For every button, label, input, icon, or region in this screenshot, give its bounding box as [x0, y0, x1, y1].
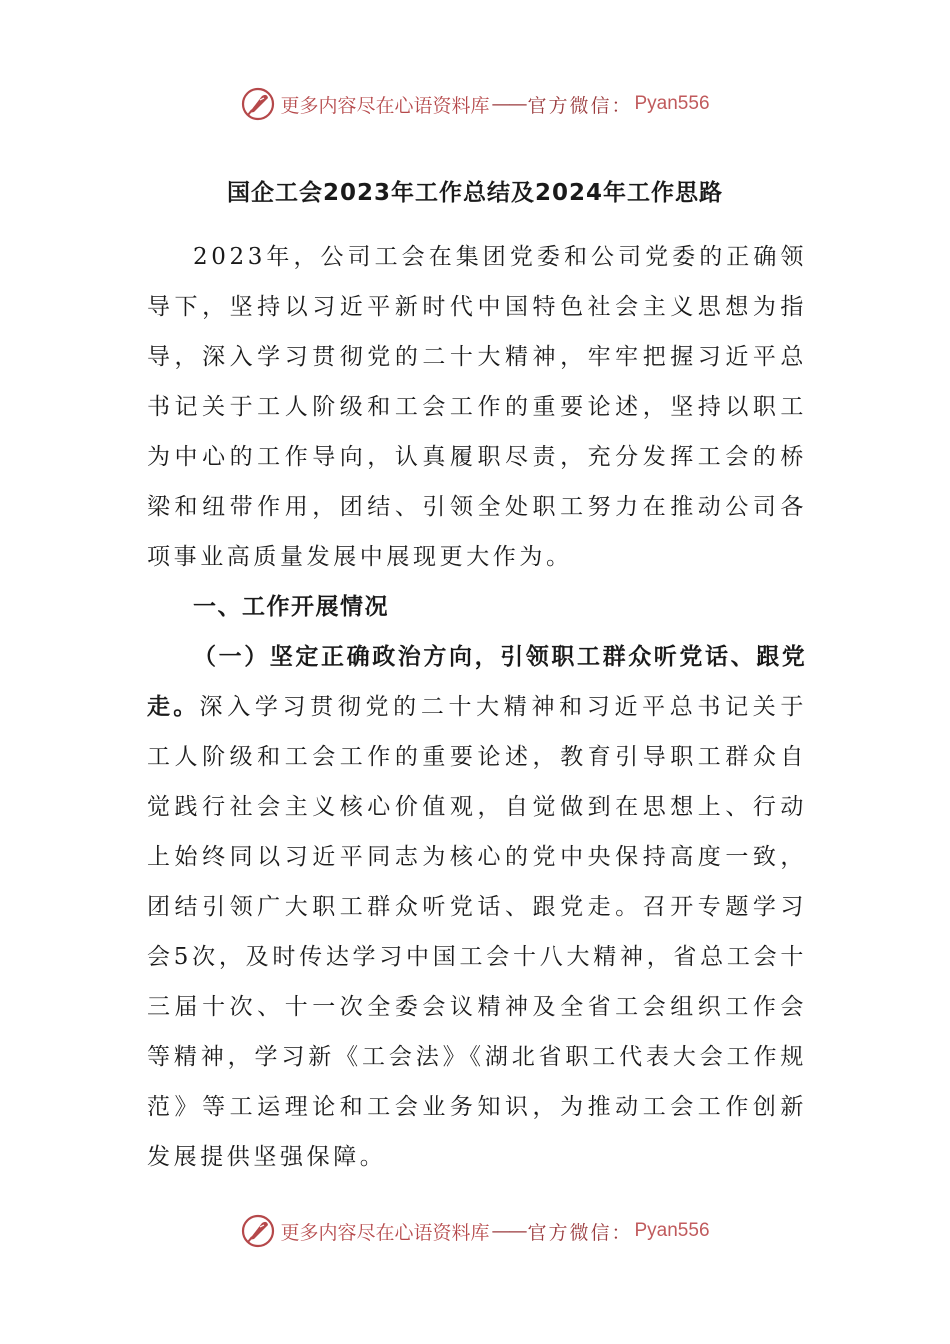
header-banner — [0, 84, 950, 124]
quill-logo-icon — [240, 1213, 276, 1249]
subsection-lead: （一）坚定正确政治方向，引领职工群众听党话、跟党走。 — [147, 644, 807, 720]
separator-dash: —— — [491, 1220, 526, 1242]
wechat-label: 官方微信： — [527, 94, 633, 117]
section-heading: 一、工作开展情况 — [193, 594, 389, 620]
site-name: 更多内容尽在心语资料库 — [280, 1221, 490, 1244]
quill-logo-icon — [240, 86, 276, 122]
document-body — [147, 232, 807, 1182]
wechat-id: Pyan556 — [634, 1220, 710, 1241]
site-name: 更多内容尽在心语资料库 — [280, 94, 490, 117]
subsection-paragraph — [147, 632, 807, 1182]
document-title: 国企工会2023年工作总结及2024年工作思路 — [226, 180, 724, 206]
intro-paragraph: 2023年，公司工会在集团党委和公司党委的正确领导下，坚持以习近平新时代中国特色社会主义思想为指导，深入学习贯彻党的二十大精神，牢牢把握习近平总书记关于工人阶级和工会工作的重要论述，坚持以职工为中心的工作导向，认真履职尽责，充分发挥工会的桥梁和纽带作用，团结、引领全处职工努力在推动公司各项事业高质量发展中展现更大作为。 — [147, 244, 807, 570]
subsection-body: 深入学习贯彻党的二十大精神和习近平总书记关于工人阶级和工会工作的重要论述，教育引导职工群众自觉践行社会主义核心价值观，自觉做到在思想上、行动上始终同以习近平同志为核心的党中央保持高度一致，团结引领广大职工群众听党话、跟党走。召开专题学习会5次，及时传达学习中国工会十八大精神，省总工会十三届十次、十一次全委会议精神及全省工会组织工作会等精神，学习新《工会法》《湖北省职工代表大会工作规范》等工运理论和工会业务知识，为推动工会工作创新发展提供坚强保障。 — [147, 694, 808, 1170]
separator-dash: —— — [491, 93, 526, 115]
wechat-id: Pyan556 — [634, 93, 710, 114]
wechat-label: 官方微信： — [527, 1221, 633, 1244]
footer-banner — [0, 1211, 950, 1251]
